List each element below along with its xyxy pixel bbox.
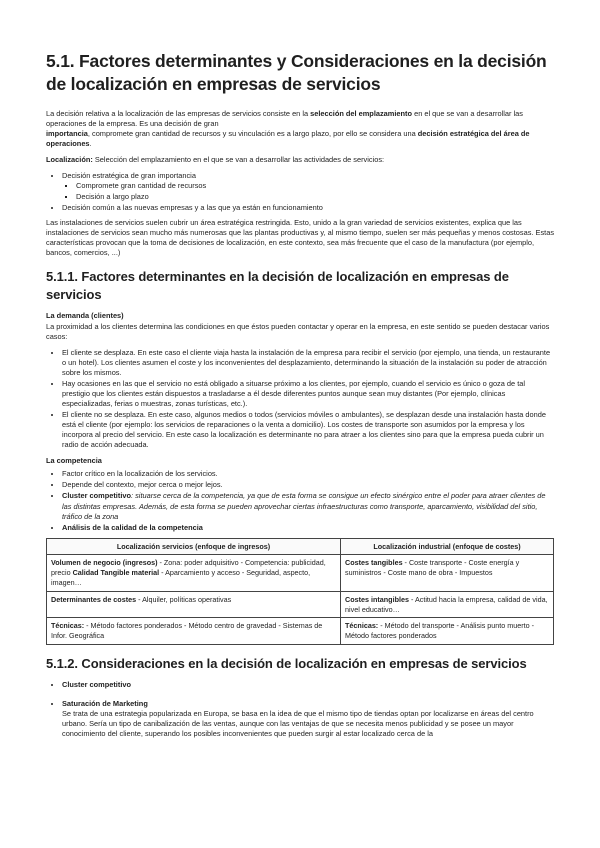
localizacion-text: Selección del emplazamiento en el que se van a desarrollar las actividades de servicios: xyxy=(92,154,385,164)
list-item: • El cliente no se desplaza. En este caso, algunos medios o todos (servicios móviles o ambulantes), se desplazan desde una instalación hasta donde está el cliente (por ejemplo: los servicios de reparaciones o la venta a domicilio). Los costes de transporte son asumidos por la empresa y los incorpora al precio del servicio. En este caso la localización es determinante no para atraer a los clientes sino para que la empresa pueda cubrir un radio de acción adecuada. xyxy=(62,410,554,450)
cell-text: - Método factores ponderados - Método centro de gravedad - Sistemas de Infor. Geográfica xyxy=(51,621,323,641)
cell-bold: Calidad Tangible material xyxy=(72,568,160,578)
intro-text-4: . xyxy=(89,138,92,148)
localizacion-label: Localización: xyxy=(46,154,93,164)
table-cell xyxy=(341,555,554,591)
list-item xyxy=(62,523,554,533)
cell-bold: Técnicas: xyxy=(345,621,379,631)
demanda-heading: La demanda (clientes) xyxy=(46,311,124,321)
list-item: • Factor crítico en la localización de los servicios. xyxy=(62,469,554,479)
consideraciones-list xyxy=(46,680,554,738)
list-item xyxy=(62,171,554,202)
table-header: Localización servicios (enfoque de ingresos) xyxy=(47,538,341,555)
list-item: • Depende del contexto, mejor cerca o mejor lejos. xyxy=(62,480,554,490)
cell-text: - Alquiler, políticas operativas xyxy=(136,594,232,604)
page-title: 5.1. Factores determinantes y Consideraciones en la decisión de localización en empresas de servicios xyxy=(46,51,547,95)
cell-bold: Volumen de negocio (ingresos) xyxy=(51,558,158,568)
table-header: Localización industrial (enfoque de costes) xyxy=(341,538,554,555)
cluster-text: : situarse cerca de la competencia, ya que de esta forma se consigue un efecto sinérgico entre el poder para atraer clientes de las distintas empresas. Además, de esta forma se pueden aprovechar ciertas infraestructuras como transporte, aparcamiento, visibilidad del sitio, tráfico de la zona xyxy=(62,491,546,521)
cell-bold: Técnicas: xyxy=(51,621,85,631)
saturacion-label: Saturación de Marketing xyxy=(62,698,148,708)
sub-list xyxy=(62,181,554,202)
analisis-label: Análisis de la calidad de la competencia xyxy=(62,522,203,532)
table-row xyxy=(47,618,554,645)
cell-text: - Aparcamiento y acceso - Seguridad, aspecto, imagen… xyxy=(51,568,311,588)
table-cell xyxy=(47,591,341,618)
cell-text: - Coste transporte - Coste energía y suministros - Coste mano de obra - Impuestos xyxy=(345,558,520,578)
cell-bold: Determinantes de costes xyxy=(51,594,137,604)
cell-text: - Método del transporte - Análisis punto muerto - Método factores ponderados xyxy=(345,621,535,641)
intro-text-3: , compromete gran cantidad de recursos y su vinculación es a largo plazo, por ello se considera una xyxy=(87,128,418,138)
table-cell xyxy=(341,591,554,618)
list-item: • Decisión común a las nuevas empresas y a las que ya están en funcionamiento xyxy=(62,203,554,213)
section-heading-5-1-2: 5.1.2. Consideraciones en la decisión de localización en empresas de servicios xyxy=(46,655,527,671)
intro-text-2: en el que se van a desarrollar las operaciones de la empresa. Es una decisión de gran xyxy=(46,108,523,128)
cluster-item: Cluster competitivo xyxy=(62,680,131,690)
table-header-row xyxy=(47,538,554,555)
intro-paragraph xyxy=(46,109,554,149)
table-row xyxy=(47,555,554,591)
competencia-list xyxy=(46,469,554,532)
demanda-paragraph: La proximidad a los clientes determina las condiciones en que éstos pueden contactar y operar en la empresa, en este sentido se pueden destacar varios casos: xyxy=(46,321,550,341)
list-item xyxy=(62,699,554,739)
intro-text-1: La decisión relativa a la localización de las empresas de servicios consiste en la xyxy=(46,108,311,118)
cell-bold: Costes intangibles xyxy=(345,594,409,604)
section-heading-5-1-1: 5.1.1. Factores determinantes en la decisión de localización en empresas de servicios xyxy=(46,269,509,302)
table-cell xyxy=(341,618,554,645)
list-item: ▪ Decisión a largo plazo xyxy=(76,192,554,202)
table-cell xyxy=(47,618,341,645)
list-item xyxy=(62,491,554,521)
list-item: • El cliente se desplaza. En este caso el cliente viaja hasta la instalación de la empresa para recibir el servicio (por ejemplo, una tienda, un restaurante o un hotel). Los clientes asumen el coste y los inconvenientes del desplazamiento, determinando la situación de la instalación su poder de atracción sobre los mismos. xyxy=(62,348,554,378)
intro-bold-2: importancia xyxy=(46,128,88,138)
cell-bold: Costes tangibles xyxy=(345,558,403,568)
table-cell xyxy=(47,555,341,591)
comparison-table xyxy=(46,538,554,645)
intro-bold-3: decisión estratégica del área de operaciones xyxy=(46,128,530,148)
localizacion-list xyxy=(46,171,554,213)
servicios-paragraph: Las instalaciones de servicios suelen cubrir un área estratégica restringida. Esto, unido a la gran variedad de servicios existentes, explica que las instalaciones de servicios sean mucho más numerosas que las plantas productivas y, al mismo tiempo, suelen ser más pequeñas y menos costosas. Estas características provocan que la toma de decisiones de localización, en este contexto, sea más frecuente que el caso de la manufactura (por ejemplo, bancos, comercios, ...) xyxy=(46,218,555,258)
cell-text: - Zona: poder adquisitivo - Competencia: publicidad, precio xyxy=(51,558,326,578)
cell-text: - Actitud hacia la empresa, calidad de vida, nivel educativo… xyxy=(345,594,548,614)
list-item: • Hay ocasiones en las que el servicio no está obligado a situarse próximo a los clientes, por ejemplo, cuando el servicio es único o goza de tal prestigio que los clientes están dispuestos a trasladarse a él desde diferentes puntos aunque sean muy distantes (Por ejemplo, clínicas especializadas, ferias o muestras, zonas turísticas, etc.). xyxy=(62,379,554,409)
demanda-list xyxy=(46,348,554,451)
list-item: ▪ Compromete gran cantidad de recursos xyxy=(76,181,554,191)
table-row xyxy=(47,591,554,618)
saturacion-text: Se trata de una estrategia popularizada en Europa, se basa en la idea de que el mismo tipo de tiendas optan por localizarse en áreas del centro urbano. Sería un tipo de canibalización de las ventas, aunque con las ventajas de que se necesita menos publicidad y se posee un mayor conocimiento del cliente, superando los posibles inconvenientes que pueden surgir al estar localizado cerca de la xyxy=(62,708,534,738)
list-item-text: Decisión estratégica de gran importancia xyxy=(62,170,196,180)
localizacion-paragraph xyxy=(46,155,554,165)
competencia-heading: La competencia xyxy=(46,456,102,466)
cluster-label: Cluster competitivo xyxy=(62,491,131,501)
list-item xyxy=(62,680,554,690)
intro-bold-1: selección del emplazamiento xyxy=(310,108,413,118)
